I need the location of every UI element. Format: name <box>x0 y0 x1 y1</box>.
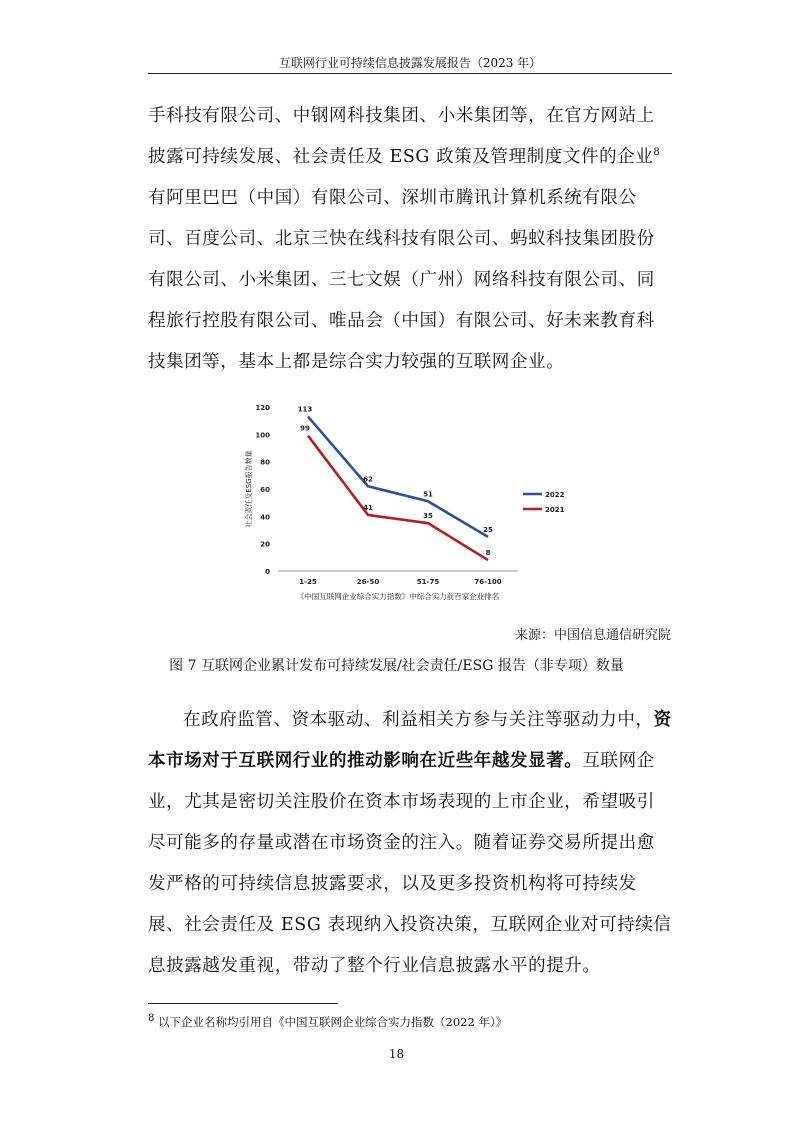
data-label-2021: 41 <box>363 503 373 512</box>
paragraph-1-text-a: 手科技有限公司、中钢网科技集团、小米集团等，在官方网站上披露可持续发展、社会责任及 ESG 政策及管理制度文件的企业 <box>148 106 655 167</box>
chart-svg <box>238 395 568 605</box>
line-chart <box>238 395 568 605</box>
data-label-2021: 8 <box>485 549 491 558</box>
y-tick-label: 0 <box>265 568 270 576</box>
data-label-2022: 62 <box>363 475 373 484</box>
y-axis-title: 社会责任及ESG报告数量 <box>245 450 253 528</box>
figure-source: 来源：中国信息通信研究院 <box>514 628 671 643</box>
data-label-2021: 35 <box>423 512 433 521</box>
footnote-number: 8 <box>148 1013 155 1025</box>
x-tick-label: 1-25 <box>299 578 317 586</box>
footnote-rule <box>148 1003 338 1004</box>
page-number: 18 <box>388 1047 405 1061</box>
footnote <box>148 1014 507 1030</box>
running-header: 互联网行业可持续信息披露发展报告（2023 年） <box>278 56 542 70</box>
data-label-2022: 25 <box>483 525 493 534</box>
paragraph-2-lead: 在政府监管、资本驱动、利益相关方参与关注等驱动力中， <box>183 710 654 730</box>
y-tick-label: 60 <box>260 486 270 494</box>
body-paragraph-1 <box>148 96 672 383</box>
x-tick-label: 76-100 <box>474 578 502 586</box>
x-tick-label: 51-75 <box>416 578 440 586</box>
series-line-2021 <box>308 436 488 560</box>
footnote-text: 以下企业名称均引用自《中国互联网企业综合实力指数（2022 年）》 <box>158 1015 508 1029</box>
y-tick-label: 80 <box>260 458 270 467</box>
legend-label-2021: 2021 <box>545 506 565 514</box>
data-label-2022: 51 <box>423 490 433 499</box>
body-paragraph-2 <box>148 700 672 987</box>
legend-label-2022: 2022 <box>545 491 565 499</box>
data-label-2021: 99 <box>300 424 310 433</box>
figure-caption: 图 7 互联网企业累计发布可持续发展/社会责任/ESG 报告（非专项）数量 <box>169 658 624 674</box>
header-rule <box>148 73 672 74</box>
x-axis-title: 《中国互联网企业综合实力指数》中综合实力前百家企业排名 <box>296 592 500 601</box>
y-tick-label: 40 <box>260 513 270 522</box>
footnote-ref[interactable]: 8 <box>653 147 661 159</box>
paragraph-1-text-b: 有阿里巴巴（中国）有限公司、深圳市腾讯计算机系统有限公司、百度公司、北京三快在线科技有限公司、蚂蚁科技集团股份有限公司、小米集团、三七文娱（广州）网络科技有限公司、同程旅行控股有限公司、唯品会（中国）有限公司、好未来教育科技集团等，基本上都是综合实力较强的互联网企业。 <box>148 188 655 372</box>
y-tick-label: 20 <box>260 540 270 549</box>
x-tick-label: 26-50 <box>356 578 380 586</box>
paragraph-2-bold: 资本市场对于互联网行业的推动影响在近些年越发显著。 <box>148 710 672 771</box>
paragraph-2-rest: 互联网企业，尤其是密切关注股价在资本市场表现的上市企业，希望吸引尽可能多的存量或潜在市场资金的注入。随着证券交易所提出愈发严格的可持续信息披露要求，以及更多投资机构将可持续发展、社会责任及 ESG 表现纳入投资决策，互联网企业对可持续信息披露越发重视，带动了整个行业信息披露水平的提升。 <box>148 751 672 976</box>
data-label-2022: 113 <box>297 405 313 414</box>
y-tick-label: 120 <box>255 404 270 412</box>
y-tick-label: 100 <box>255 431 270 440</box>
